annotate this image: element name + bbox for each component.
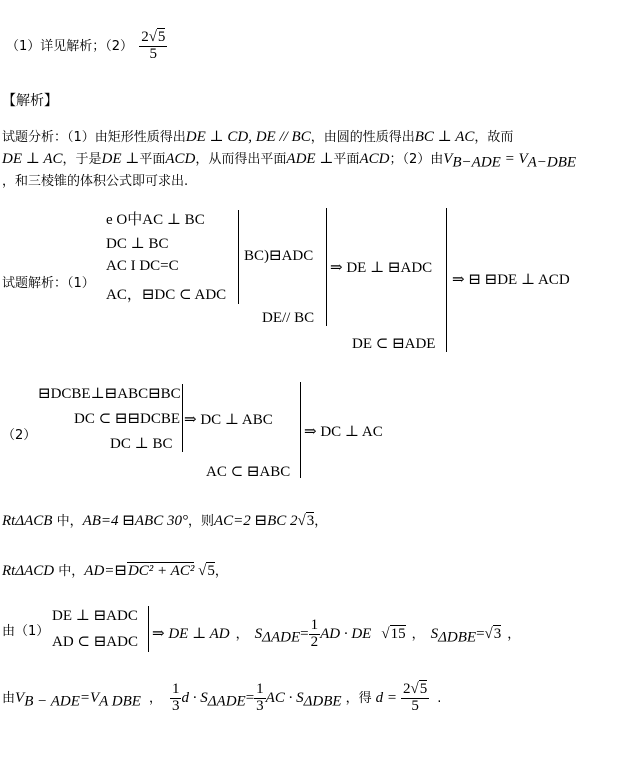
sol1-step-3: DE// BC bbox=[262, 310, 315, 326]
by1-premise-2: AD ⊂ ⊟ADC bbox=[52, 634, 138, 650]
sol1-step-1: BC)⊟ADC bbox=[244, 248, 314, 264]
analysis-line-3: ，和三棱锥的体积公式即可求出. bbox=[2, 174, 189, 189]
rt-acd-line: RtΔACD 中，AD=⊟DC² + AC² √5， bbox=[2, 563, 228, 579]
brace bbox=[142, 606, 149, 652]
sol1-step-2: ⇒ DE ⊥ ⊟ADC bbox=[330, 260, 433, 276]
result-fraction: $\frac{2√5}{5}$ bbox=[402, 681, 428, 714]
brace bbox=[320, 208, 327, 326]
sol2-premise-3: DC ⊥ BC bbox=[110, 436, 173, 452]
sol2-conclusion: ⇒ DC ⊥ AC bbox=[304, 424, 383, 440]
sol2-step-1: ⇒ DC ⊥ ABC bbox=[184, 412, 273, 428]
solution-1-label: 试题解析：（1） bbox=[2, 276, 95, 291]
fraction: $\frac{1}{3}$ bbox=[256, 681, 264, 714]
fraction: $\frac{1}{3}$ bbox=[171, 681, 180, 714]
sol1-premise-2: DC ⊥ BC bbox=[106, 236, 169, 252]
analysis-line-1: 试题分析：（1）由矩形性质得出DE ⊥ CD, DE // BC，由圆的性质得出BC ⊥ AC，故而 bbox=[2, 129, 514, 145]
by2-line: 由$V_{B - ADE}=V_{A DBE}$ ， $\frac{1}{3}$ $d \cdot S_{\Delta ADE}=$ $\frac{1}{3}$ AC · $S_{\Delta DBE}$ ，得 d = $\frac{2√5}{5}$ . bbox=[2, 681, 442, 714]
answer-line bbox=[6, 30, 167, 63]
fraction: $\frac{1}{2}$ bbox=[310, 617, 319, 650]
by1-prefix: 由（1） bbox=[2, 624, 50, 639]
answer-label: （1）详见解析；（2） bbox=[6, 38, 134, 54]
answer-fraction: $\frac{2√5}{5}$ bbox=[141, 29, 166, 62]
brace bbox=[440, 208, 447, 352]
sol1-premise-4: AC，⊟DC ⊂ ADC bbox=[106, 287, 227, 303]
by1-premise-1: DE ⊥ ⊟ADC bbox=[52, 608, 138, 624]
brace bbox=[294, 382, 301, 478]
rt-acb-line: RtΔACB 中，AB=4 ⊟ABC 30°，则AC=2 ⊟BC 2√3， bbox=[2, 513, 328, 529]
brace bbox=[176, 384, 183, 452]
brace bbox=[232, 210, 239, 304]
solution-2-label: （2） bbox=[2, 428, 37, 443]
sol1-premise-3: AC I DC=C bbox=[106, 258, 179, 274]
sol2-step-2: AC ⊂ ⊟ABC bbox=[206, 464, 291, 480]
sol2-premise-2: DC ⊂ ⊟⊟DCBE bbox=[74, 411, 181, 427]
analysis-line-2: DE ⊥ AC，于是DE ⊥平面ACD，从而得出平面ADE ⊥平面ACD；（2）由$V_{B-ADE} = V_{A-DBE}$ bbox=[2, 151, 577, 171]
sol1-conclusion: ⇒ ⊟ ⊟DE ⊥ ACD bbox=[452, 272, 570, 288]
by1-result: ⇒ DE ⊥ AD ， $S_{\Delta ADE}=$ $\frac{1}{2}$ AD · DE √15 ， $S_{\Delta DBE}=√3$ ， bbox=[152, 617, 521, 650]
section-heading: 【解析】 bbox=[2, 93, 58, 109]
sol2-premise-1: ⊟DCBE⊥⊟ABC⊟BC bbox=[38, 386, 181, 402]
sol1-step-5: DE ⊂ ⊟ADE bbox=[352, 336, 436, 352]
sol1-premise-1: e O中AC ⊥ BC bbox=[106, 212, 205, 228]
